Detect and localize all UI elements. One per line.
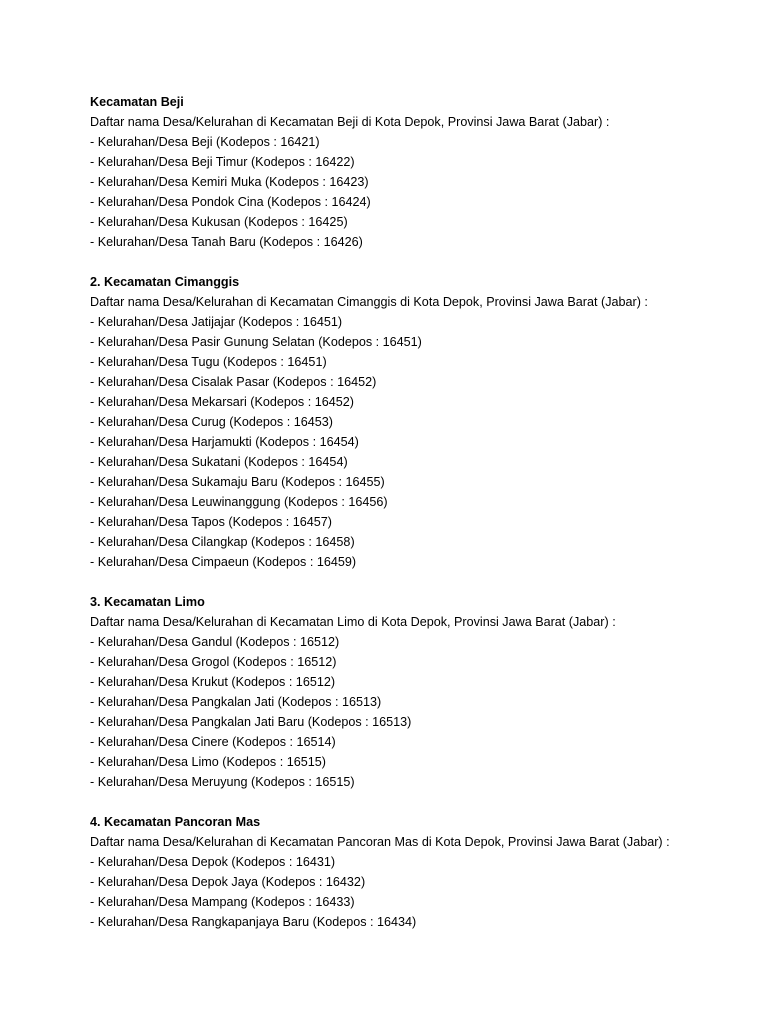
section-title: 4. Kecamatan Pancoran Mas <box>90 815 261 829</box>
section-intro: Daftar nama Desa/Kelurahan di Kecamatan Limo di Kota Depok, Provinsi Jawa Barat (Jabar) : <box>90 615 616 629</box>
list-item: - Kelurahan/Desa Cinere (Kodepos : 16514) <box>90 735 336 749</box>
section-intro: Daftar nama Desa/Kelurahan di Kecamatan Beji di Kota Depok, Provinsi Jawa Barat (Jabar) : <box>90 115 610 129</box>
list-item: - Kelurahan/Desa Pondok Cina (Kodepos : 16424) <box>90 195 371 209</box>
list-item: - Kelurahan/Desa Cimpaeun (Kodepos : 16459) <box>90 555 357 569</box>
list-item: - Kelurahan/Desa Jatijajar (Kodepos : 16451) <box>90 315 343 329</box>
section-kecamatan-cimanggis <box>90 272 728 572</box>
list-item: - Kelurahan/Desa Tapos (Kodepos : 16457) <box>90 515 333 529</box>
section-intro: Daftar nama Desa/Kelurahan di Kecamatan Pancoran Mas di Kota Depok, Provinsi Jawa Barat (Jabar) : <box>90 835 670 849</box>
list-item: - Kelurahan/Desa Pangkalan Jati (Kodepos : 16513) <box>90 695 382 709</box>
list-item: - Kelurahan/Desa Depok (Kodepos : 16431) <box>90 855 336 869</box>
section-title: 2. Kecamatan Cimanggis <box>90 275 240 289</box>
list-item: - Kelurahan/Desa Pangkalan Jati Baru (Kodepos : 16513) <box>90 715 412 729</box>
list-item: - Kelurahan/Desa Gandul (Kodepos : 16512) <box>90 635 340 649</box>
list-item: - Kelurahan/Desa Krukut (Kodepos : 16512) <box>90 675 336 689</box>
list-item: - Kelurahan/Desa Beji Timur (Kodepos : 16422) <box>90 155 355 169</box>
list-item: - Kelurahan/Desa Sukatani (Kodepos : 16454) <box>90 455 348 469</box>
list-item: - Kelurahan/Desa Mekarsari (Kodepos : 16452) <box>90 395 354 409</box>
section-title: 3. Kecamatan Limo <box>90 595 205 609</box>
list-item: - Kelurahan/Desa Leuwinanggung (Kodepos : 16456) <box>90 495 388 509</box>
list-item: - Kelurahan/Desa Harjamukti (Kodepos : 16454) <box>90 435 359 449</box>
list-item: - Kelurahan/Desa Tanah Baru (Kodepos : 16426) <box>90 235 363 249</box>
list-item: - Kelurahan/Desa Cisalak Pasar (Kodepos : 16452) <box>90 375 377 389</box>
list-item: - Kelurahan/Desa Depok Jaya (Kodepos : 16432) <box>90 875 366 889</box>
list-item: - Kelurahan/Desa Meruyung (Kodepos : 16515) <box>90 775 355 789</box>
list-item: - Kelurahan/Desa Kemiri Muka (Kodepos : 16423) <box>90 175 369 189</box>
list-item: - Kelurahan/Desa Curug (Kodepos : 16453) <box>90 415 333 429</box>
list-item: - Kelurahan/Desa Cilangkap (Kodepos : 16458) <box>90 535 355 549</box>
section-kecamatan-beji <box>90 92 728 252</box>
list-item: - Kelurahan/Desa Limo (Kodepos : 16515) <box>90 755 326 769</box>
list-item: - Kelurahan/Desa Kukusan (Kodepos : 16425) <box>90 215 348 229</box>
section-kecamatan-pancoran-mas <box>90 812 728 932</box>
list-item: - Kelurahan/Desa Mampang (Kodepos : 16433) <box>90 895 355 909</box>
list-item: - Kelurahan/Desa Rangkapanjaya Baru (Kodepos : 16434) <box>90 915 417 929</box>
section-kecamatan-limo <box>90 592 728 792</box>
list-item: - Kelurahan/Desa Beji (Kodepos : 16421) <box>90 135 320 149</box>
list-item: - Kelurahan/Desa Grogol (Kodepos : 16512) <box>90 655 337 669</box>
list-item: - Kelurahan/Desa Sukamaju Baru (Kodepos : 16455) <box>90 475 385 489</box>
section-intro: Daftar nama Desa/Kelurahan di Kecamatan Cimanggis di Kota Depok, Provinsi Jawa Barat (Jabar) : <box>90 295 648 309</box>
section-title: Kecamatan Beji <box>90 95 184 109</box>
list-item: - Kelurahan/Desa Tugu (Kodepos : 16451) <box>90 355 327 369</box>
list-item: - Kelurahan/Desa Pasir Gunung Selatan (Kodepos : 16451) <box>90 335 422 349</box>
